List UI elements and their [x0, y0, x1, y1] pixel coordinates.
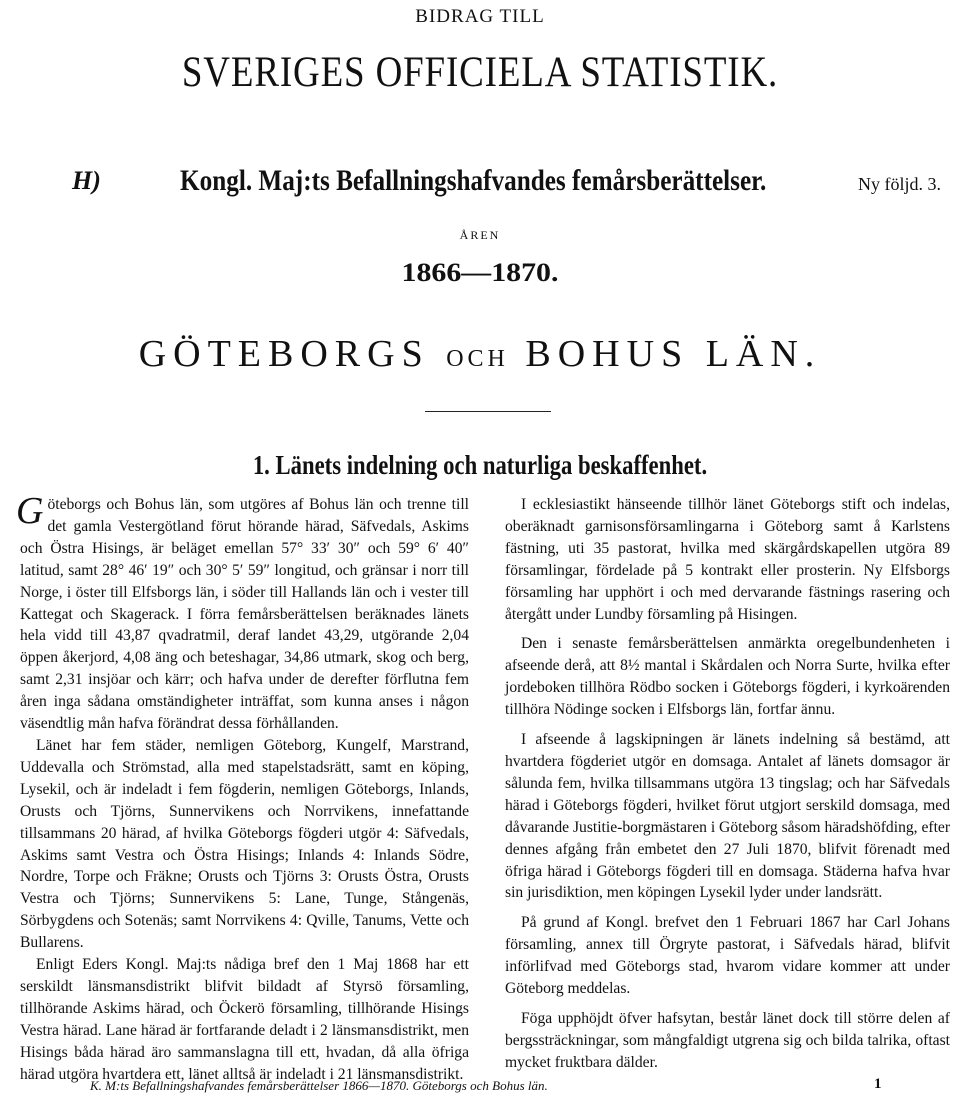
county-och: OCH	[446, 346, 509, 372]
right-paragraph-1: I ecklesiastikt hänseende tillhör länet Göteborgs stift och indelas, oberäknadt garnisonsförsamlingarna i Göteborg samt å Karlstens fästning, uti 35 pastorat, hvilka med skärgårdskapellen utgöra 89 församlingar, fördelade på 5 kontrakt eller prosterin. Ny Elfsborgs församling har upphört i och med dervarande fästnings rasering och återgått under Lundby församling på Hisingen.	[505, 496, 950, 623]
series-line	[72, 162, 941, 200]
right-column	[505, 494, 950, 1074]
county-part1: GÖTEBORGS	[138, 333, 430, 375]
left-column	[16, 490, 469, 1085]
series-followup: Ny följd. 3.	[858, 174, 941, 194]
top-label: BIDRAG TILL	[415, 6, 545, 27]
county-title	[0, 332, 960, 376]
left-paragraph-1	[16, 490, 469, 735]
years: 1866—1870.	[401, 258, 559, 287]
right-paragraph-2: Den i senaste femårsberättelsen anmärkta oregelbundenheten i afseende derå, att 8½ mantal i Skårdalen och Norra Surte, hvilka efter jordeboken tillhöra Rödbo socken i Göteborgs fögderi, i kyrkoärenden tillhöra Nödinge socken i Elfsborgs län, fortfar ännu.	[505, 635, 950, 719]
right-paragraph-4: På grund af Kongl. brefvet den 1 Februari 1867 har Carl Johans församling, annex till Örgryte pastorat, i Säfvedals härad, blifvit införlifvad med Göteborgs stad, hvarom vidare kommer att under Göteborg meddelas.	[505, 914, 950, 998]
years-label: ÅREN	[459, 228, 501, 242]
county-part2: BOHUS LÄN.	[525, 333, 822, 375]
dropcap: G	[16, 490, 44, 532]
series-mark: H)	[72, 166, 101, 195]
left-paragraph-3: Enligt Eders Kongl. Maj:ts nådiga bref den 1 Maj 1868 har ett serskildt länsmansdistrikt blifvit bildadt af Styrsö församling, tillhörande Askims härad, och Öckerö församling, tillhörande Hisings Vestra härad. Lane härad är fortfarande deladt i 2 länsmansdistrikt, men Hisings båda härad äro sammanslagna till ett, hvadan, då alla öfriga härad utgöra hvartdera ett, länet alltså är indeladt i 21 länsmansdistrikt.	[20, 956, 469, 1083]
series-title: SVERIGES OFFICIELA STATISTIK.	[181, 49, 779, 96]
section-heading: 1. Länets indelning och naturliga beskaffenhet.	[252, 450, 708, 480]
left-paragraph-1-text: öteborgs och Bohus län, som utgöres af Bohus län och trenne till det gamla Vestergötland förut hörande härad, Säfvedals, Askims och Östra Hisings, är beläget emellan 57° 33′ 30″ och 59° 6′ 40″ latitud, samt 28° 46′ 19″ och 30° 5′ 59″ longitud, och gränsar i norr till Norge, i öster till Elfsborgs län, i söder till Hallands län och i vester till Kattegat och Skagerack. I förra femårsberättelsen beräknades länets hela vidd till 43,87 qvadratmil, deraf landet 43,29, utgörande 2,04 öppen åkerjord, 4,08 äng och beteshagar, 34,86 utmark, skog och berg, samt 2,31 insjöar och kärr; och hafva under de derefter förflutna fem åren inga sådana omständigheter inträffat, som kunna anses i någon väsendtlig mån hafva förändrat dessa förhållanden.	[20, 496, 469, 733]
page-number: 1	[874, 1076, 882, 1092]
right-paragraph-3: I afseende å lagskipningen är länets indelning så bestämd, att hvartdera fögderiet utgör en domsaga. Antalet af länets domsagor är sålunda fem, hvilka tillsammans utgöra 13 tingslag; och har Säfvedals härad i Göteborgs fögderi, hvilket förut utgjort serskild domsaga, med dåvarande Justitie-borgmästaren i Göteborg såsom häradshöfding, efter dennes afgång från embetet den 27 Juli 1870, blifvit förenadt med öfriga härad i Göteborgs fögderi till en domsaga. Städerna hafva hvar sin jurisdiktion, men köpingen Lysekil lyder under landsrätt.	[505, 731, 951, 902]
series-name: Kongl. Maj:ts Befallningshafvandes femårsberättelser.	[180, 164, 767, 197]
divider-rule	[425, 411, 551, 412]
left-paragraph-2: Länet har fem städer, nemligen Göteborg, Kungelf, Marstrand, Uddevalla och Strömstad, alla med stapelstadsrätt, samt en köping, Lysekil, och är indeladt i fem fögderin, nemligen Göteborgs, Inlands, Orusts och Tjörns, Sunnervikens och Norrvikens, innefattande tillsammans 20 härad, af hvilka Göteborgs fögderi utgör 4: Säfvedals, Askims samt Vestra och Östra Hisings; Inlands 4: Inlands Södre, Nordre, Torpe och Fräkne; Orusts och Tjörns 3: Orusts Östra, Orusts Vestra och Tjörns; Sunnervikens 5: Lane, Tunge, Stångenäs, Sörbygdens och Sotenäs; samt Norrvikens 4: Qville, Tanums, Vette och Bullarens.	[20, 736, 469, 952]
running-footer: K. M:ts Befallningshafvandes femårsberättelser 1866—1870. Göteborgs och Bohus län.	[90, 1078, 548, 1093]
right-paragraph-5: Föga upphöjdt öfver hafsytan, består länet dock till större delen af bergssträckningar, som mångfaldigt utgrena sig och bilda talrika, oftast mycket fruktbara dälder.	[505, 1009, 950, 1071]
